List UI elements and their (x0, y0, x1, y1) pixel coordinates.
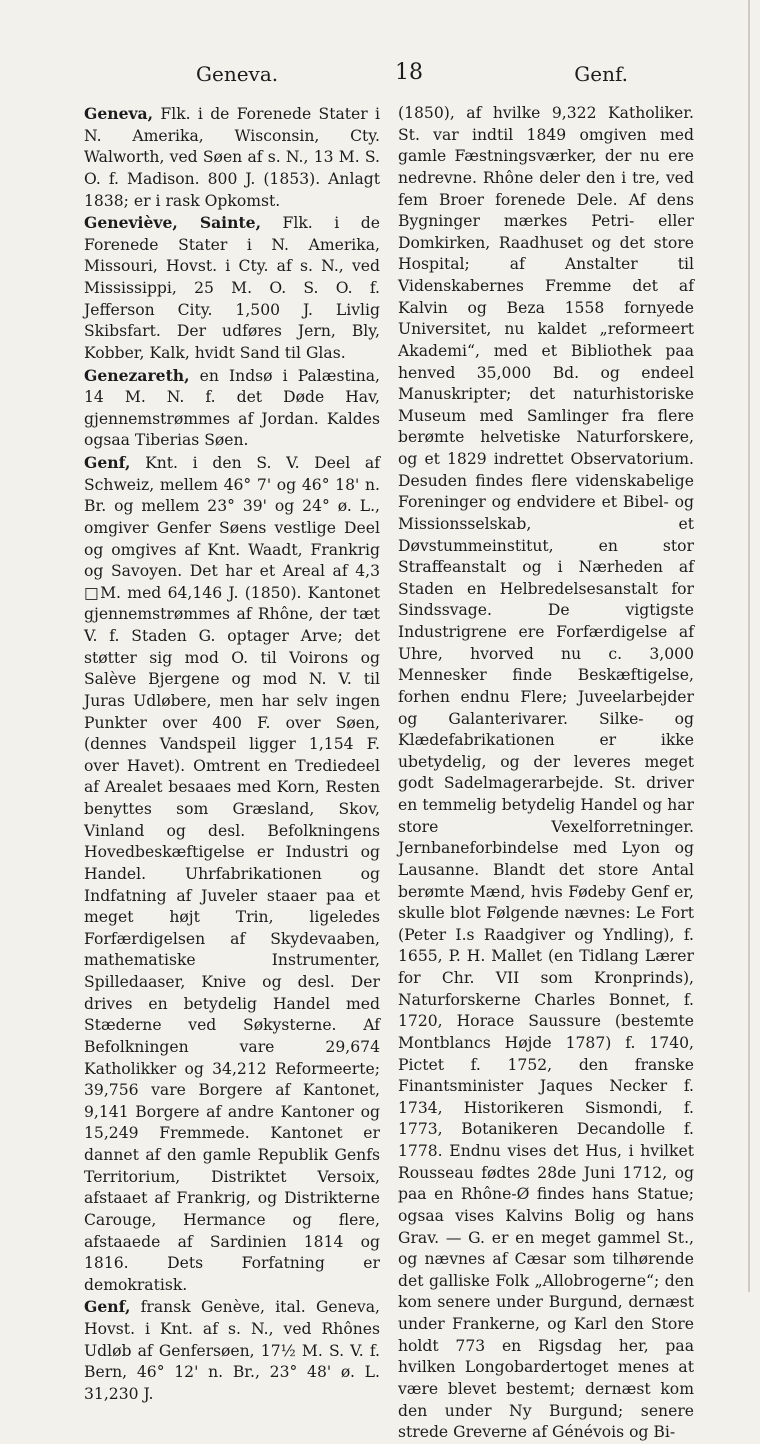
entry-genezareth (84, 365, 380, 453)
entry-genf-city-continued: (1850), af hvilke 9,322 Katholiker. St. var indtil 1849 omgiven med gamle Fæstningsværker, der nu ere nedrevne. Rhône deler den i tre, ved fem Broer forenede Dele. Af dens Bygninger mærkes Petri- eller Domkirken, Raadhuset og det store Hospital; af Anstalter til Videnskabernes Fremme det af Kalvin og Beza 1558 fornyede Universitet, nu kaldet „reformeert Akademi“, med et Bibliothek paa henved 35,000 Bd. og endeel Manuskripter; det naturhistoriske Museum med Samlinger fra flere berømte helvetiske Naturforskere, og et 1829 indrettet Observatorium. Desuden findes flere videnskabelige Foreninger og endvidere et Bibel- og Missionsselskab, et Døvstummeinstitut, en stor Straffeanstalt og i Nærheden af Staden en Helbredelsesanstalt for Sindssvage. De vigtigste Industrigrene ere Forfærdigelse af Uhre, hvorved nu c. 3,000 Mennesker finde Beskæftigelse, forhen endnu Flere; Juveelarbejder og Galanterivarer. Silke- og Klædefabrikationen er ikke ubetydelig, og der leveres meget godt Sadelmagerarbejde. St. driver en temmelig betydelig Handel og har store Vexelforretninger. Jernbaneforbindelse med Lyon og Lausanne. Blandt det store Antal berømte Mænd, hvis Fødeby Genf er, skulle blot Følgende nævnes: Le Fort (Peter I.s Raadgiver og Yndling), f. 1655, P. H. Mallet (en Tidlang Lærer for Chr. VII som Kronprinds), Naturforskerne Charles Bonnet, f. 1720, Horace Saussure (bestemte Montblancs Højde 1787) f. 1740, Pictet f. 1752, den franske Finantsminister Jaques Necker f. 1734, Historikeren Sismondi, f. 1773, Botanikeren Decandolle f. 1778. Endnu vises det Hus, i hvilket Rousseau fødtes 28de Juni 1712, og paa en Rhône-Ø findes hans Statue; ogsaa vises Kalvins Bolig og hans Grav. — G. er en meget gammel St., og nævnes af Cæsar som tilhørende det galliske Folk „Allobrogerne“; den kom senere under Burgund, dernæst under Frankerne, og Karl den Store holdt 773 en Rigsdag her, paa hvilken Longobardertoget menes at være blevet bestemt; dernæst kom den under Ny Burgund; senere strede Greverne af Génévois og Bi- (398, 104, 694, 1442)
left-column (84, 103, 380, 1406)
entry-headword: Geneviève, Sainte, (84, 213, 261, 233)
entry-text: fransk Genève, ital. Geneva, Hovst. i Knt. af s. N., ved Rhônes Udløb af Genfersøen, 17½ M. S. V. f. Bern, 46° 12' n. Br., 23° 48' ø. L. 31,230 J. (84, 1298, 380, 1403)
entry-text: en Indsø i Palæstina, 14 M. N. f. det Døde Hav, gjennemstrømmes af Jordan. Kaldes ogsaa Tiberias Søen. (84, 366, 380, 450)
entry-headword: Genezareth, (84, 365, 190, 385)
page-number: 18 (395, 60, 423, 85)
entry-text: Knt. i den S. V. Deel af Schweiz, mellem 46° 7' og 46° 18' n. Br. og mellem 23° 39' og 24° ø. L., omgiver Genfer Søens vestlige Deel og omgives af Knt. Waadt, Frankrig og Savoyen. Det har et Areal af 4,3 □M. med 64,146 J. (1850). Kantonet gjennemstrømmes af Rhône, der tæt V. f. Staden G. optager Arve; det støtter sig mod O. til Voirons og Salève Bjergene og mod N. V. til Juras Udløbere, men har selv ingen Punkter over 400 F. over Søen, (dennes Vandspeil ligger 1,154 F. over Havet). Omtrent en Trediedeel af Arealet besaaes med Korn, Resten benyttes som Græsland, Skov, Vinland og desl. Befolkningens Hovedbeskæftigelse er Industri og Handel. Uhrfabrikationen og Indfatning af Juveler staaer paa et meget højt Trin, ligeledes Forfærdigelsen af Skydevaaben, mathematiske Instrumenter, Spilledaaser, Knive og desl. Der drives en betydelig Handel med Stæderne ved Søkysterne. Af Befolkningen vare 29,674 Katholikker og 34,212 Reformeerte; 39,756 vare Borgere af Kantonet, 9,141 Borgere af andre Kantoner og 15,249 Fremmede. Kantonet er dannet af den gamle Republik Genfs Territorium, Distriktet Versoix, afstaaet af Frankrig, og Distrikterne Carouge, Hermance og flere, afstaaede af Sardinien 1814 og 1816. Dets Forfatning er demokratisk. (84, 454, 380, 1294)
header-left-keyword: Geneva. (196, 62, 279, 86)
entry-genf-city (84, 1296, 380, 1405)
entry-headword: Genf, (84, 453, 131, 472)
entry-genevieve (84, 212, 380, 364)
right-column (398, 103, 694, 1444)
entry-headword: Geneva, (84, 104, 154, 123)
entry-geneva-wisconsin (84, 103, 380, 212)
entry-text: Flk. i de Forenede Stater i N. Amerika, Wisconsin, Cty. Walworth, ved Søen af s. N., 13 M. S. O. f. Madison. 800 J. (1853). Anlagt 1838; er i rask Opkomst. (84, 105, 380, 210)
entry-text: Flk. i de Forenede Stater i N. Amerika, Missouri, Hovst. i Cty. af s. N., ved Mississippi, 25 M. O. S. O. f. Jefferson City. 1,500 J. Livlig Skibsfart. Der udføres Jern, Bly, Kobber, Kalk, hvidt Sand til Glas. (84, 214, 380, 362)
page-edge-line (748, 0, 750, 1292)
entry-genf-canton (84, 452, 380, 1296)
running-header (80, 62, 686, 92)
header-right-keyword: Genf. (574, 62, 628, 86)
entry-headword: Genf, (84, 1297, 131, 1317)
